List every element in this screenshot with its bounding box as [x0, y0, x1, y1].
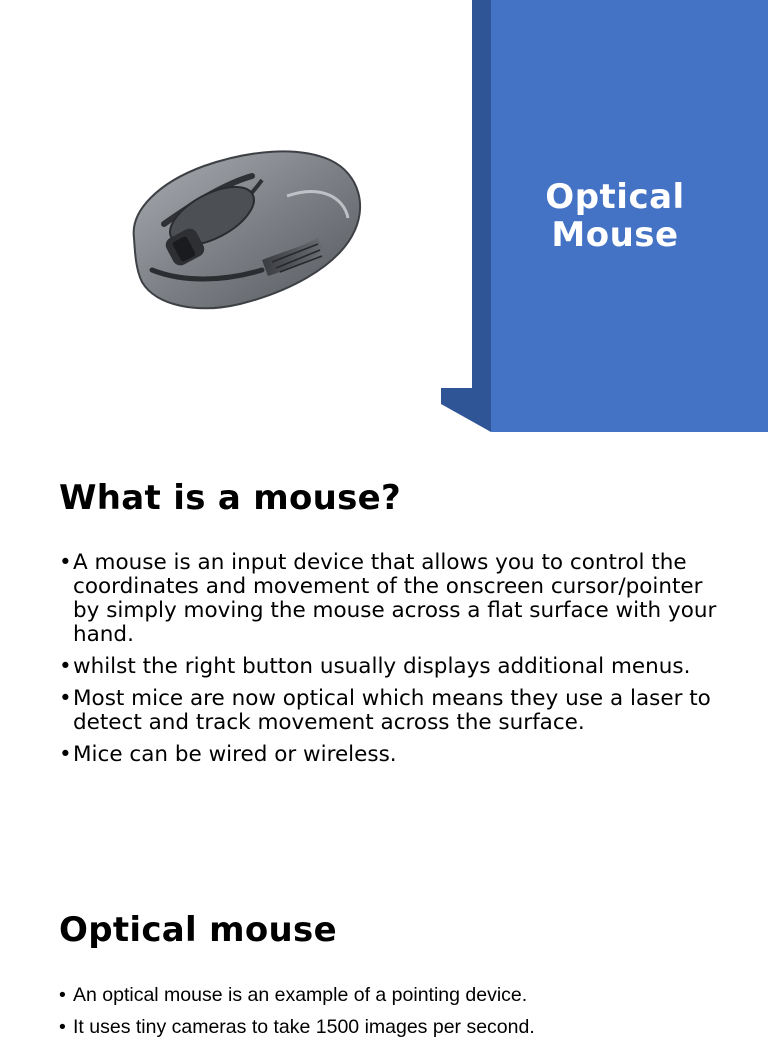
bullet-dot-icon: • — [59, 984, 66, 1006]
bullet-dot-icon: • — [59, 654, 72, 679]
content-slide-optical-mouse — [0, 864, 768, 1038]
title-slide — [0, 0, 768, 432]
bullet-item: • Mice can be wired or wireless. — [59, 742, 397, 767]
bullet-list — [59, 551, 719, 775]
bullet-item: • A mouse is an input device that allows you to control the coordinates and movement of the onscreen cursor/pointer by simply moving the mouse across a flat surface with your hand. — [59, 550, 717, 647]
content-slide-what-is-a-mouse — [0, 432, 768, 864]
title-line-2: Mouse — [551, 215, 679, 255]
bullet-item: • Most mice are now optical which means they use a laser to detect and track movement across the surface. — [59, 686, 711, 735]
bullet-item: • It uses tiny cameras to take 1500 images per second. — [59, 1016, 535, 1038]
bullet-list — [59, 983, 719, 1047]
bullet-dot-icon: • — [59, 550, 72, 575]
mouse-image — [112, 120, 387, 320]
bullet-dot-icon: • — [59, 742, 72, 767]
title-line-1: Optical — [545, 177, 685, 217]
bullet-item: • An optical mouse is an example of a pointing device. — [59, 984, 528, 1006]
slide-title — [490, 0, 740, 432]
slide-heading: Optical mouse — [59, 910, 337, 950]
bullet-dot-icon: • — [59, 686, 72, 711]
slide-heading: What is a mouse? — [59, 478, 402, 518]
bullet-dot-icon: • — [59, 1016, 66, 1038]
bullet-item: • whilst the right button usually displays additional menus. — [59, 654, 691, 679]
